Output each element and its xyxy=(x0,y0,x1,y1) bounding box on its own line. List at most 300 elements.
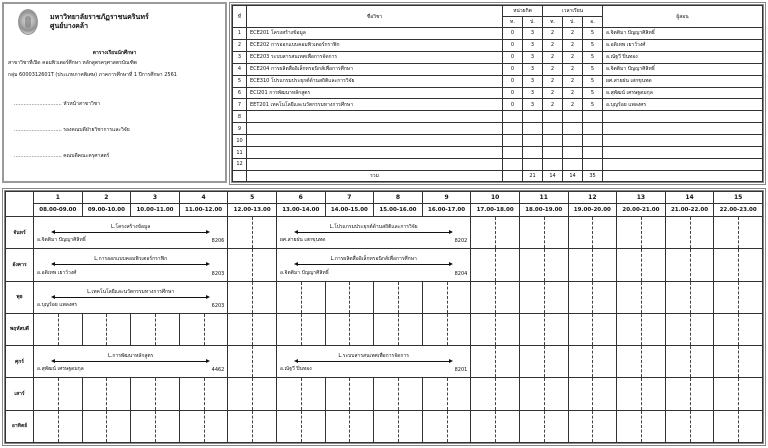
period-number: 3 xyxy=(131,192,180,204)
empty-slot[interactable] xyxy=(471,281,520,313)
half-hour-divider xyxy=(641,217,642,248)
half-hour-divider xyxy=(738,346,739,377)
course-hour-theory: 2 xyxy=(543,51,563,63)
half-hour-divider xyxy=(58,314,59,345)
period-number: 2 xyxy=(82,192,131,204)
course-hour-theory xyxy=(543,147,563,159)
empty-slot[interactable] xyxy=(714,281,763,313)
empty-slot[interactable] xyxy=(374,410,423,442)
header-hour-theory: ท. xyxy=(543,17,563,28)
empty-slot[interactable] xyxy=(471,410,520,442)
course-name xyxy=(247,158,503,170)
lesson-teacher: อ.จิตติมา ปัญญาศิลิทธิ์ xyxy=(279,269,329,276)
period-time: 22.00-23.00 xyxy=(714,204,763,217)
empty-slot[interactable] xyxy=(471,249,520,281)
course-hour-theory: 2 xyxy=(543,63,563,75)
course-name: ECE201 โครงสร้างข้อมูล xyxy=(247,28,503,40)
empty-slot[interactable] xyxy=(617,281,666,313)
day-row xyxy=(6,346,763,378)
course-hour-practice: 2 xyxy=(563,87,583,99)
course-instructor: อ.จิตติมา ปัญญาศิลิทธิ์ xyxy=(603,63,763,75)
empty-slot[interactable] xyxy=(374,281,423,313)
timetable-container xyxy=(2,188,766,446)
half-hour-divider xyxy=(495,282,496,313)
period-number: 9 xyxy=(422,192,471,204)
empty-slot[interactable] xyxy=(374,313,423,345)
half-hour-divider xyxy=(349,378,350,409)
day-row xyxy=(6,217,763,249)
course-credit-practice: 3 xyxy=(523,87,543,99)
lesson-cell[interactable] xyxy=(276,249,470,281)
empty-slot[interactable] xyxy=(82,313,131,345)
empty-slot[interactable] xyxy=(228,346,277,378)
half-hour-divider xyxy=(641,249,642,280)
half-hour-divider xyxy=(398,411,399,442)
empty-slot[interactable] xyxy=(714,346,763,378)
empty-slot[interactable] xyxy=(325,410,374,442)
empty-slot[interactable] xyxy=(665,378,714,410)
course-credit-practice: 3 xyxy=(523,75,543,87)
course-credit-practice xyxy=(523,123,543,135)
empty-slot[interactable] xyxy=(665,410,714,442)
total-hour-self: 35 xyxy=(583,171,603,182)
half-hour-divider xyxy=(252,314,253,345)
course-hour-self: 5 xyxy=(583,51,603,63)
half-hour-divider xyxy=(252,346,253,377)
course-hour-theory: 2 xyxy=(543,99,563,111)
course-no: 4 xyxy=(233,63,247,75)
empty-slot[interactable] xyxy=(568,313,617,345)
day-row xyxy=(6,281,763,313)
university-name xyxy=(50,13,149,31)
empty-slot[interactable] xyxy=(617,217,666,249)
empty-slot[interactable] xyxy=(714,410,763,442)
empty-slot[interactable] xyxy=(228,378,277,410)
half-hour-divider xyxy=(349,314,350,345)
header-credit-theory: ท. xyxy=(503,17,523,28)
course-name: EET201 เทคโนโลยีและนวัตกรรมทางการศึกษา xyxy=(247,99,503,111)
empty-slot[interactable] xyxy=(665,346,714,378)
double-arrow-icon xyxy=(296,232,451,233)
double-arrow-icon xyxy=(296,361,451,362)
course-name xyxy=(247,147,503,159)
lesson-cell[interactable] xyxy=(34,346,228,378)
half-hour-divider xyxy=(495,249,496,280)
empty-slot[interactable] xyxy=(665,217,714,249)
course-no: 2 xyxy=(233,39,247,51)
empty-slot[interactable] xyxy=(179,378,228,410)
empty-slot[interactable] xyxy=(276,281,325,313)
course-row xyxy=(233,75,763,87)
course-hour-practice xyxy=(563,111,583,123)
empty-slot[interactable] xyxy=(325,378,374,410)
half-hour-divider xyxy=(690,346,691,377)
course-hour-theory: 2 xyxy=(543,75,563,87)
signature-dots: .............................. xyxy=(14,127,62,133)
lesson-room: 8201 xyxy=(454,367,468,374)
course-credit-theory: 0 xyxy=(503,63,523,75)
half-hour-divider xyxy=(738,282,739,313)
half-hour-divider xyxy=(592,378,593,409)
signature-dots: .............................. xyxy=(14,101,62,107)
course-credit-theory: 0 xyxy=(503,99,523,111)
empty-slot[interactable] xyxy=(82,378,131,410)
period-number: 14 xyxy=(665,192,714,204)
course-row xyxy=(233,39,763,51)
empty-slot[interactable] xyxy=(131,313,180,345)
group-line: กลุ่ม 6000312601T (ประเภทภาคพิเศษ) ภาคการศึกษาที่ 1 ปีการศึกษา 2561 xyxy=(8,72,177,78)
lesson-cell[interactable] xyxy=(34,249,228,281)
half-hour-divider xyxy=(641,282,642,313)
empty-slot[interactable] xyxy=(519,217,568,249)
empty-slot[interactable] xyxy=(568,410,617,442)
empty-slot[interactable] xyxy=(665,313,714,345)
lesson-cell[interactable] xyxy=(276,346,470,378)
half-hour-divider xyxy=(447,411,448,442)
period-number: 15 xyxy=(714,192,763,204)
half-hour-divider xyxy=(690,314,691,345)
empty-slot[interactable] xyxy=(665,249,714,281)
period-time: 20.00-21.00 xyxy=(617,204,666,217)
half-hour-divider xyxy=(155,378,156,409)
period-number: 11 xyxy=(519,192,568,204)
empty-slot[interactable] xyxy=(568,281,617,313)
course-row xyxy=(233,28,763,40)
day-row xyxy=(6,249,763,281)
empty-slot[interactable] xyxy=(422,378,471,410)
course-instructor: อ.ณัฐวี ปิ่นทอง xyxy=(603,51,763,63)
course-instructor: อ.สุพัฒน์ เศรษฐดมกุล xyxy=(603,87,763,99)
empty-slot[interactable] xyxy=(519,378,568,410)
half-hour-divider xyxy=(544,314,545,345)
half-hour-divider xyxy=(106,378,107,409)
lesson-teacher: อ.บุญร้อย แพลงศร xyxy=(37,301,78,308)
course-credit-practice: 3 xyxy=(523,28,543,40)
total-hour-theory: 14 xyxy=(543,171,563,182)
period-time: 14.00-15.00 xyxy=(325,204,374,217)
lesson-room: 6203 xyxy=(211,302,225,309)
course-hour-practice: 2 xyxy=(563,28,583,40)
empty-slot[interactable] xyxy=(179,313,228,345)
half-hour-divider xyxy=(252,411,253,442)
half-hour-divider xyxy=(738,217,739,248)
timetable xyxy=(5,191,763,443)
course-credit-practice: 3 xyxy=(523,99,543,111)
course-no: 8 xyxy=(233,111,247,123)
period-number: 5 xyxy=(228,192,277,204)
empty-slot[interactable] xyxy=(617,378,666,410)
course-hour-theory xyxy=(543,111,563,123)
empty-slot[interactable] xyxy=(325,313,374,345)
empty-slot[interactable] xyxy=(519,313,568,345)
header-course-name: ชื่อวิชา xyxy=(247,6,503,28)
course-instructor: อ.อดิเทพ เยาว์วงศ์ xyxy=(603,39,763,51)
course-no: 7 xyxy=(233,99,247,111)
lesson-room: 8203 xyxy=(211,270,225,277)
half-hour-divider xyxy=(349,411,350,442)
empty-slot[interactable] xyxy=(471,378,520,410)
period-number: 4 xyxy=(179,192,228,204)
empty-slot[interactable] xyxy=(228,249,277,281)
half-hour-divider xyxy=(641,314,642,345)
day-label: อาทิตย์ xyxy=(6,410,34,442)
empty-slot[interactable] xyxy=(568,249,617,281)
course-instructor xyxy=(603,123,763,135)
period-time: 13.00-14.00 xyxy=(276,204,325,217)
schedule-title: ตารางเรียนนักศึกษา xyxy=(92,50,137,56)
lesson-teacher: อ.จิตติมา ปัญญาศิลิทธิ์ xyxy=(37,237,86,244)
day-label: อังคาร xyxy=(6,249,34,281)
course-name xyxy=(247,135,503,147)
empty-slot[interactable] xyxy=(228,313,277,345)
half-hour-divider xyxy=(398,314,399,345)
lesson-block xyxy=(277,249,470,280)
course-row xyxy=(233,87,763,99)
double-arrow-icon xyxy=(53,232,208,233)
half-hour-divider xyxy=(252,282,253,313)
half-hour-divider xyxy=(592,314,593,345)
double-arrow-icon xyxy=(53,297,208,298)
empty-slot[interactable] xyxy=(617,346,666,378)
course-hour-self: 5 xyxy=(583,28,603,40)
course-instructor xyxy=(603,111,763,123)
course-no: 1 xyxy=(233,28,247,40)
empty-slot[interactable] xyxy=(714,217,763,249)
empty-slot[interactable] xyxy=(617,410,666,442)
half-hour-divider xyxy=(544,217,545,248)
course-hour-theory xyxy=(543,123,563,135)
course-hour-theory xyxy=(543,158,563,170)
lesson-cell[interactable] xyxy=(34,217,228,249)
empty-slot[interactable] xyxy=(34,410,83,442)
lesson-block xyxy=(277,346,470,377)
course-hour-practice: 2 xyxy=(563,75,583,87)
course-credit-theory xyxy=(503,147,523,159)
period-time-row xyxy=(6,204,763,217)
course-credit-practice xyxy=(523,135,543,147)
half-hour-divider xyxy=(204,314,205,345)
lesson-block xyxy=(34,282,227,313)
total-hour-practice: 14 xyxy=(563,171,583,182)
empty-slot[interactable] xyxy=(568,346,617,378)
course-instructor: อ.บุญร้อย แพลงศร xyxy=(603,99,763,111)
lesson-block xyxy=(34,346,227,377)
lesson-teacher: อ.อดิเทพ เยาว์วงศ์ xyxy=(37,269,77,276)
header-instructor: ผู้สอน xyxy=(603,6,763,28)
course-row xyxy=(233,111,763,123)
empty-slot[interactable] xyxy=(519,410,568,442)
half-hour-divider xyxy=(252,217,253,248)
empty-slot[interactable] xyxy=(519,346,568,378)
total-credit-theory xyxy=(503,171,523,182)
empty-slot[interactable] xyxy=(276,313,325,345)
course-hour-practice xyxy=(563,158,583,170)
course-instructor xyxy=(603,158,763,170)
half-hour-divider xyxy=(447,282,448,313)
empty-slot[interactable] xyxy=(34,378,83,410)
course-no: 12 xyxy=(233,158,247,170)
program-line: สาขาวิชาที่เปิด คอมพิวเตอร์ศึกษา หลักสูตรครุศาสตรบัณฑิต xyxy=(8,60,137,66)
period-number: 10 xyxy=(471,192,520,204)
course-hour-theory: 2 xyxy=(543,28,563,40)
half-hour-divider xyxy=(58,411,59,442)
lesson-block xyxy=(277,217,470,248)
signature-role: หัวหน้าสาขาวิชา xyxy=(63,101,100,107)
course-row xyxy=(233,99,763,111)
empty-slot[interactable] xyxy=(471,313,520,345)
day-row xyxy=(6,313,763,345)
lesson-title: L.การผลิตสื่ออิเล็กทรอนิกส์เพื่อการศึกษา xyxy=(330,256,417,263)
course-hour-self: 5 xyxy=(583,99,603,111)
empty-slot[interactable] xyxy=(714,313,763,345)
course-name xyxy=(247,111,503,123)
course-table-container xyxy=(229,2,766,185)
empty-slot[interactable] xyxy=(228,281,277,313)
empty-slot[interactable] xyxy=(422,410,471,442)
course-hour-practice xyxy=(563,135,583,147)
university-logo-icon xyxy=(18,9,38,35)
empty-slot[interactable] xyxy=(82,410,131,442)
empty-slot[interactable] xyxy=(228,410,277,442)
course-row xyxy=(233,63,763,75)
half-hour-divider xyxy=(447,378,448,409)
campus-name: ศูนย์บางคล้า xyxy=(50,22,89,30)
course-hour-practice: 2 xyxy=(563,63,583,75)
half-hour-divider xyxy=(544,411,545,442)
empty-slot[interactable] xyxy=(714,249,763,281)
empty-slot[interactable] xyxy=(325,281,374,313)
half-hour-divider xyxy=(544,378,545,409)
header-hour-self: อ. xyxy=(583,17,603,28)
empty-slot[interactable] xyxy=(665,281,714,313)
lesson-title: L.การออกแบบคอมพิวเตอร์กราฟิก xyxy=(94,256,168,263)
half-hour-divider xyxy=(252,249,253,280)
half-hour-divider xyxy=(398,282,399,313)
lesson-title: L.การพัฒนาหลักสูตร xyxy=(108,353,154,360)
course-hour-practice: 2 xyxy=(563,51,583,63)
lesson-room: 8206 xyxy=(211,238,225,245)
half-hour-divider xyxy=(592,249,593,280)
empty-slot[interactable] xyxy=(131,410,180,442)
course-hour-self xyxy=(583,135,603,147)
period-number: 12 xyxy=(568,192,617,204)
period-time: 19.00-20.00 xyxy=(568,204,617,217)
period-number: 8 xyxy=(374,192,423,204)
course-no: 3 xyxy=(233,51,247,63)
course-credit-theory: 0 xyxy=(503,28,523,40)
course-name: ECE204 การผลิตสื่ออิเล็กทรอนิกส์เพื่อการศึกษา xyxy=(247,63,503,75)
course-name: ECE203 ระบบสารสนเทศเพื่อการจัดการ xyxy=(247,51,503,63)
empty-slot[interactable] xyxy=(617,313,666,345)
empty-slot[interactable] xyxy=(276,378,325,410)
signature-line xyxy=(14,152,109,160)
header-credit-practice: ป. xyxy=(523,17,543,28)
course-hour-self: 5 xyxy=(583,39,603,51)
course-name: ECE310 โปรแกรมประยุกต์ด้านสถิติและการวิจัย xyxy=(247,75,503,87)
signature-role: คณบดีคณะครุศาสตร์ xyxy=(63,153,110,159)
half-hour-divider xyxy=(349,282,350,313)
empty-slot[interactable] xyxy=(179,410,228,442)
half-hour-divider xyxy=(592,217,593,248)
half-hour-divider xyxy=(495,378,496,409)
period-number-row xyxy=(6,192,763,204)
empty-slot[interactable] xyxy=(374,378,423,410)
empty-slot[interactable] xyxy=(276,410,325,442)
total-blank xyxy=(233,171,247,182)
course-no: 5 xyxy=(233,75,247,87)
empty-slot[interactable] xyxy=(519,281,568,313)
day-row xyxy=(6,378,763,410)
half-hour-divider xyxy=(398,378,399,409)
course-row xyxy=(233,51,763,63)
course-hour-self xyxy=(583,123,603,135)
period-time: 08.00-09.00 xyxy=(34,204,83,217)
period-time: 11.00-12.00 xyxy=(179,204,228,217)
half-hour-divider xyxy=(301,282,302,313)
empty-slot[interactable] xyxy=(422,281,471,313)
period-number: 7 xyxy=(325,192,374,204)
lesson-title: L.ระบบสารสนเทศเพื่อการจัดการ xyxy=(338,353,409,360)
signature-dots: .............................. xyxy=(14,153,62,159)
half-hour-divider xyxy=(58,378,59,409)
lesson-cell[interactable] xyxy=(34,281,228,313)
course-hour-self: 5 xyxy=(583,63,603,75)
empty-slot[interactable] xyxy=(131,378,180,410)
course-credit-practice: 3 xyxy=(523,51,543,63)
course-hour-self xyxy=(583,111,603,123)
empty-slot[interactable] xyxy=(422,313,471,345)
empty-slot[interactable] xyxy=(228,217,277,249)
course-hour-practice: 2 xyxy=(563,99,583,111)
half-hour-divider xyxy=(301,314,302,345)
empty-slot[interactable] xyxy=(568,378,617,410)
course-hour-theory: 2 xyxy=(543,87,563,99)
lesson-cell[interactable] xyxy=(276,217,470,249)
period-time: 09.00-10.00 xyxy=(82,204,131,217)
empty-slot[interactable] xyxy=(471,346,520,378)
half-hour-divider xyxy=(738,411,739,442)
day-label: พุธ xyxy=(6,281,34,313)
lesson-block xyxy=(34,249,227,280)
course-hour-theory xyxy=(543,135,563,147)
signature-line xyxy=(14,100,100,108)
course-credit-practice xyxy=(523,111,543,123)
period-time: 17.00-18.00 xyxy=(471,204,520,217)
course-credit-practice: 3 xyxy=(523,39,543,51)
empty-slot[interactable] xyxy=(568,217,617,249)
lesson-title: L.โครงสร้างข้อมูล xyxy=(111,224,151,230)
empty-slot[interactable] xyxy=(714,378,763,410)
half-hour-divider xyxy=(495,411,496,442)
empty-slot[interactable] xyxy=(617,249,666,281)
header-no: ที่ xyxy=(233,6,247,28)
half-hour-divider xyxy=(592,411,593,442)
header-credits: หน่วยกิต xyxy=(503,6,543,17)
course-instructor xyxy=(603,147,763,159)
period-time: 18.00-19.00 xyxy=(519,204,568,217)
empty-slot[interactable] xyxy=(471,217,520,249)
course-credit-theory: 0 xyxy=(503,87,523,99)
half-hour-divider xyxy=(544,346,545,377)
course-name: ECI201 การพัฒนาหลักสูตร xyxy=(247,87,503,99)
empty-slot[interactable] xyxy=(34,313,83,345)
half-hour-divider xyxy=(592,282,593,313)
signature-role: รองคณบดีฝ่ายวิชาการและวิจัย xyxy=(63,127,130,133)
course-credit-theory xyxy=(503,158,523,170)
half-hour-divider xyxy=(641,378,642,409)
empty-slot[interactable] xyxy=(519,249,568,281)
period-number: 13 xyxy=(617,192,666,204)
